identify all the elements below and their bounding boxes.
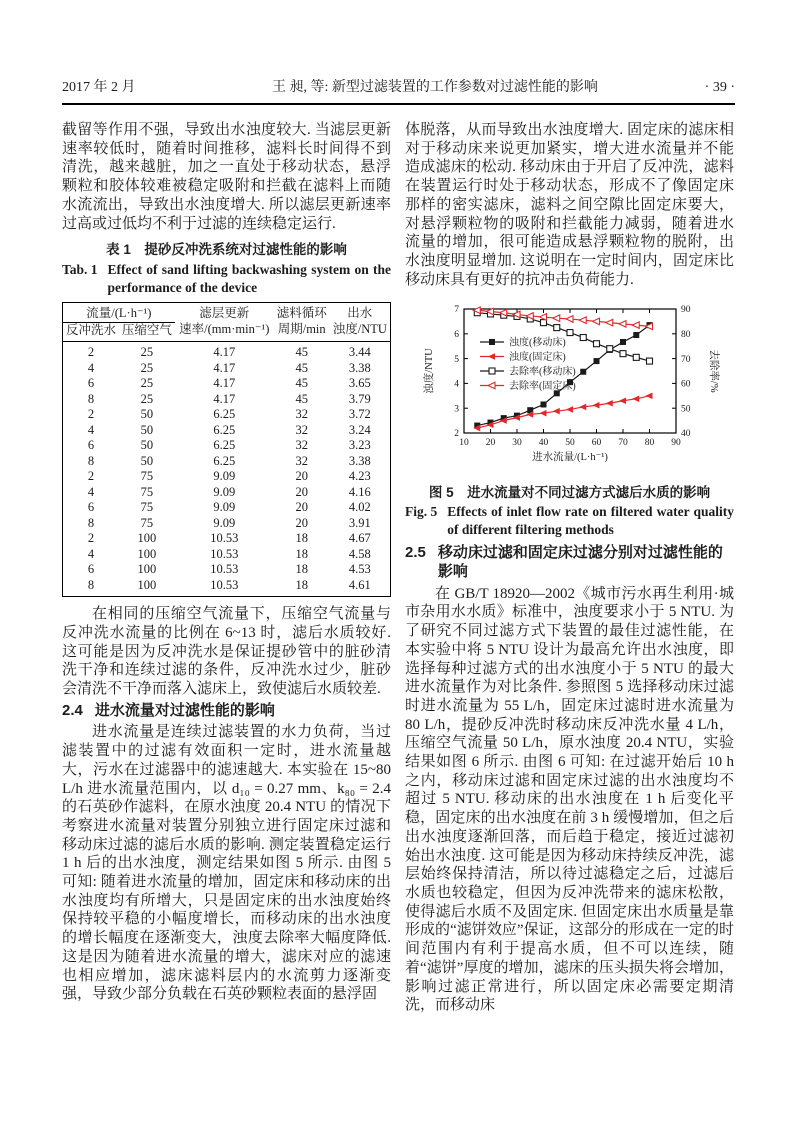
table-cell: 4.02 [348, 500, 371, 515]
table-cell: 9.09 [213, 515, 236, 530]
table-cell: 4.23 [348, 469, 371, 484]
table-cell: 20 [295, 500, 308, 515]
section-2-4-title: 进水流量对过滤性能的影响 [94, 701, 275, 719]
table-cell: 10.53 [210, 577, 239, 592]
x-tick-label: 10 [458, 438, 469, 449]
series-marker [619, 398, 626, 405]
legend-label: 浊度(固定床) [508, 352, 566, 364]
series-marker [593, 358, 599, 364]
table1-colgroup-flow: 流量/(L·h⁻¹) [63, 303, 175, 323]
table-row [63, 407, 391, 423]
table1-col-outlet-turbidity: 浊度/NTU [330, 322, 391, 342]
table-cell: 3.91 [348, 515, 371, 530]
table-cell: 100 [137, 531, 157, 546]
table-cell: 6.25 [213, 453, 236, 468]
table-row [63, 438, 391, 454]
y-axis-label-left: 浊度/NTU [423, 348, 435, 395]
table-cell: 9.09 [213, 500, 236, 515]
table-cell: 10.53 [210, 531, 239, 546]
x-tick-label: 40 [538, 438, 548, 449]
table-cell: 3.23 [348, 438, 371, 453]
figure5-chart [420, 299, 720, 475]
table-cell: 50 [140, 453, 154, 468]
table-row [63, 485, 391, 501]
table1-body [63, 342, 391, 597]
series-marker [580, 369, 586, 375]
x-axis-label: 进水流量/(L·h⁻¹) [531, 452, 608, 464]
table-cell: 20 [295, 484, 308, 499]
table-row [63, 454, 391, 470]
table-cell: 45 [295, 391, 308, 406]
series-marker [552, 408, 559, 415]
table-cell: 32 [295, 438, 308, 453]
section-heading-2-4 [62, 702, 391, 721]
y-tick-label-left: 6 [453, 330, 459, 341]
series-marker [552, 315, 559, 322]
table-cell: 100 [137, 546, 157, 561]
table-cell: 4 [87, 422, 95, 437]
table1-caption-en-text: Effect of sand lifting backwashing system on the performance of the device [107, 262, 391, 295]
table-cell: 3.72 [348, 407, 371, 422]
series-marker [620, 339, 626, 345]
table-row [63, 547, 391, 563]
table-cell: 50 [140, 422, 154, 437]
table-cell: 18 [295, 546, 308, 561]
table-cell: 2 [87, 469, 95, 484]
legend-marker [488, 383, 495, 390]
table-cell: 18 [295, 577, 308, 592]
paragraph-continuation-left: 截留等作用不强，导致出水浊度较大. 当滤层更新速率较低时，随着时间推移，滤料长时间得不到清洗，越来越脏，加之一直处于移动状态，悬浮颗粒和胶体较难被稳定吸附和拦截在滤料上而随水流流出，导致出水浊度增大. 所以滤层更新速率过高或过低均不利于过滤的连续稳定运行. [62, 122, 391, 232]
section-2-5-title: 移动床过滤和固定床过滤分别对过滤性能的影响 [437, 544, 723, 581]
table-cell: 4.67 [348, 531, 371, 546]
series-marker [567, 330, 573, 336]
table-cell: 4 [87, 360, 95, 375]
y-tick-label-left: 3 [453, 404, 459, 415]
table-cell: 4.17 [213, 345, 236, 360]
series-marker [539, 410, 546, 417]
series-marker [553, 325, 559, 331]
table-cell: 3.65 [348, 376, 371, 391]
series-marker [566, 406, 573, 413]
table-cell: 4.61 [348, 577, 371, 592]
figure5-caption-en-prefix: Fig. 5 [405, 504, 438, 520]
series-marker [633, 332, 639, 338]
series-marker [632, 396, 639, 403]
series-marker [645, 393, 652, 400]
table-cell: 100 [137, 562, 157, 577]
y-tick-label-right: 60 [680, 379, 690, 390]
table-cell: 32 [295, 422, 308, 437]
table-cell: 3.44 [348, 345, 371, 360]
series-marker [579, 317, 586, 324]
table-cell: 9.09 [213, 469, 236, 484]
table-cell: 8 [87, 453, 95, 468]
legend-marker [489, 368, 495, 374]
table-cell: 2 [87, 345, 95, 360]
section-heading-2-5 [405, 544, 734, 581]
table1-caption-cn: 表 1 提砂反冲洗系统对过滤性能的影响 [106, 242, 347, 258]
figure5-caption-en-text: Effects of inlet flow rate on filtered water quality of different filtering methods [447, 504, 734, 537]
table-cell: 8 [87, 391, 95, 406]
table-cell: 6 [87, 376, 95, 391]
header-date: 2017 年 2 月 [62, 80, 136, 95]
series-marker [605, 320, 612, 327]
figure5-caption-cn: 图 5 进水流量对不同过滤方式滤后水质的影响 [428, 485, 711, 501]
series-marker [620, 351, 626, 357]
table1 [62, 302, 391, 597]
table-cell: 6 [87, 438, 95, 453]
series-marker [619, 321, 626, 328]
table-cell: 6.25 [213, 438, 236, 453]
paragraph-continuation-right: 体脱落，从而导致出水浊度增大. 固定床的滤床相对于移动床来说更加紧实，增大进水流量并不能造成滤床的松动. 移动床由于开启了反冲洗，滤料在装置运行时处于移动状态，形成不了像固定床那样的密实滤床，滤料之间空隙比固定床要大，对悬浮颗粒物的吸附和拦截能力减弱，随着进水流量的增加，很可能造成悬浮颗粒物的脱附，出水浊度明显增加. 这说明在一定时间内，固定床比移动床具有更好的抗冲击负荷能力. [405, 122, 734, 288]
header-running-title: 王 昶, 等: 新型过滤装置的工作参数对过滤性能的影响 [272, 80, 598, 95]
table-row [63, 342, 391, 361]
table-cell: 45 [295, 360, 308, 375]
legend-marker [488, 354, 495, 361]
table1-caption-en [62, 261, 391, 296]
table-row [63, 423, 391, 439]
table-row [63, 376, 391, 392]
table-cell: 75 [140, 469, 154, 484]
paragraph-after-table: 在相同的压缩空气流量下，压缩空气流量与反冲洗水流量的比例在 6~13 时，滤后水质较好. 这可能是因为反冲洗水是保证提砂管中的脏砂清洗干净和连续过滤的条件，反冲洗水过少，脏砂会清洗不干净而落入滤床上，致使滤后水质较差. [62, 606, 391, 698]
y-tick-label-left: 4 [453, 379, 459, 390]
figure5-caption-en [405, 503, 734, 538]
y-tick-label-left: 7 [453, 305, 459, 316]
page-header [62, 78, 735, 105]
table-cell: 4.53 [348, 562, 371, 577]
table-cell: 50 [140, 438, 154, 453]
table-cell: 3.38 [348, 360, 371, 375]
legend-label: 去除率(固定床) [508, 381, 576, 393]
section-2-4-number: 2.4 [62, 701, 83, 719]
header-page-number: · 39 · [704, 80, 735, 95]
table-cell: 20 [295, 515, 308, 530]
series-marker [592, 318, 599, 325]
table-cell: 4.58 [348, 546, 371, 561]
table-cell: 6 [87, 500, 95, 515]
table-row [63, 562, 391, 578]
table-cell: 6 [87, 562, 95, 577]
table-cell: 100 [137, 577, 157, 592]
table-cell: 6.25 [213, 407, 236, 422]
table1-colgroup-layer-update: 滤层更新 [199, 306, 250, 321]
y-tick-label-right: 80 [680, 330, 690, 341]
table-cell: 10.53 [210, 562, 239, 577]
table-cell: 75 [140, 515, 154, 530]
table-cell: 25 [140, 345, 154, 360]
series-marker [646, 358, 652, 364]
series-marker [566, 316, 573, 323]
x-tick-label: 20 [485, 438, 495, 449]
table-cell: 2 [87, 531, 95, 546]
table1-col-update-rate: 速率/(mm·min⁻¹) [175, 322, 274, 342]
table-cell: 32 [295, 407, 308, 422]
table-cell: 50 [140, 407, 154, 422]
legend-label: 浊度(移动床) [508, 337, 566, 349]
y-tick-label-right: 70 [680, 355, 690, 366]
table-cell: 4 [87, 546, 95, 561]
table-cell: 2 [87, 407, 95, 422]
y-tick-label-right: 40 [680, 429, 690, 440]
series-marker [540, 402, 546, 408]
table1-col-backwash-water: 反冲洗水 [63, 322, 119, 342]
table-cell: 75 [140, 500, 154, 515]
series-marker [580, 335, 586, 341]
table-cell: 18 [295, 531, 308, 546]
table-cell: 4 [87, 484, 95, 499]
table-cell: 6.25 [213, 422, 236, 437]
table-row [63, 392, 391, 408]
table-row [63, 500, 391, 516]
y-axis-label-right: 去除率/% [707, 349, 719, 393]
table-cell: 32 [295, 453, 308, 468]
legend-marker [489, 339, 495, 345]
two-column-layout [62, 121, 735, 1015]
series-marker [592, 402, 599, 409]
paragraph-section-2-5: 在 GB/T 18920—2002《城市污水再生利用·城市杂用水水质》标准中，浊度要求小于 5 NTU. 为了研究不同过滤方式下装置的最佳过滤性能，在本实验中将 5 NTU 设计为最高允许出水浊度，即选择每种过滤方式的出水浊度小于 5 NTU 的最大进水流量作为对比条件. 参照图 5 选择移动床过滤时进水流量为 55 L/h，固定床过滤时进水流量为 80 L/h，提砂反冲洗时移动床反冲洗水量 4 L/h，压缩空气流量 50 L/h，原水浊度 20.4 NTU，实验结果如图 6 所示. 由图 6 可知: 在过滤开始后 10 h 之内，移动床过滤和固定床过滤的出水浊度均不超过 5 NTU. 移动床的出水浊度在 1 h 后变化平稳，固定床的出水浊度在前 3 h 缓慢增加，但之后出水浊度逐渐回落，而后趋于稳定，接近过滤初始出水浊度. 这可能是因为移动床持续反冲洗，滤层始终保持清洁，所以待过滤稳定之后，过滤后水质也较稳定，但因为反冲洗带来的滤床松散，使得滤后水质不及固定床. 但固定床出水质量是靠形成的“滤饼效应”保证，这部分的形成在一定的时间范围内有利于提高水质，但不可以连续，随着“滤饼”厚度的增加，滤床的压头损失将会增加，影响过滤正常进行，所以固定床必需要定期清洗，而移动床 [405, 585, 734, 1014]
table-row [63, 361, 391, 377]
table-cell: 3.79 [348, 391, 371, 406]
table-cell: 3.38 [348, 453, 371, 468]
table1-header [63, 303, 391, 342]
table-cell: 75 [140, 484, 154, 499]
table-row [63, 469, 391, 485]
series-marker [633, 355, 639, 361]
x-tick-label: 50 [564, 438, 575, 449]
table-cell: 20 [295, 469, 308, 484]
y-tick-label-left: 2 [453, 429, 459, 440]
table-cell: 4.17 [213, 376, 236, 391]
table-cell: 45 [295, 376, 308, 391]
series-marker [632, 322, 639, 329]
table-cell: 10.53 [210, 546, 239, 561]
table1-col-cycle-period: 周期/min [274, 322, 330, 342]
x-tick-label: 90 [670, 438, 681, 449]
left-column [62, 121, 391, 1015]
table-cell: 3.24 [348, 422, 371, 437]
right-column [405, 121, 734, 1015]
series-marker [605, 400, 612, 407]
y-tick-label-right: 90 [680, 305, 690, 316]
table-cell: 8 [87, 515, 95, 530]
series-marker [540, 320, 546, 326]
section-2-5-number: 2.5 [405, 544, 426, 562]
table1-caption-en-prefix: Tab. 1 [62, 262, 98, 278]
table-cell: 45 [295, 345, 308, 360]
table-cell: 25 [140, 360, 154, 375]
y-tick-label-right: 50 [680, 404, 690, 415]
x-tick-label: 30 [511, 438, 522, 449]
table-cell: 4.16 [348, 484, 371, 499]
x-tick-label: 70 [617, 438, 628, 449]
y-tick-label-left: 5 [453, 355, 459, 366]
x-tick-label: 80 [644, 438, 654, 449]
table-cell: 4.17 [213, 360, 236, 375]
table-cell: 4.17 [213, 391, 236, 406]
series-marker [606, 346, 612, 352]
paragraph-section-2-4: 进水流量是连续过滤装置的水力负荷，当过滤装置中的过滤有效面积一定时，进水流量越大，污水在过滤器中的滤速越大. 本实验在 15~80 L/h 进水流量范围内，以 d₁₀ = 0.27 mm、k₈₀ = 2.4 的石英砂作滤料，在原水浊度 20.4 NTU 的情况下考察进水流量对装置分别独立进行固定床过滤和移动床过滤的滤后水质的影响. 测定装置稳定运行 1 h 后的出水浊度，测定结果如图 5 所示. 由图 5 可知: 随着进水流量的增加，固定床和移动床的出水浊度均有所增大，只是固定床的出水浊度始终保持较平稳的小幅度增长，而移动床的出水浊度的增长幅度在逐渐变大，浊度去除率大幅度降低. 这是因为随着进水流量的增大，滤床对应的滤速也相应增加，滤床滤料层内的水流剪力逐渐变强，导致少部分负载在石英砂颗粒表面的悬浮固 [62, 724, 391, 1003]
series-marker [593, 341, 599, 347]
table1-col-compressed-air: 压缩空气 [119, 322, 175, 342]
table-row [63, 578, 391, 597]
series-marker [579, 404, 586, 411]
legend-label: 去除率(移动床) [508, 366, 576, 378]
table-cell: 25 [140, 376, 154, 391]
table-row [63, 531, 391, 547]
table-cell: 25 [140, 391, 154, 406]
table-cell: 18 [295, 562, 308, 577]
table1-colgroup-outlet: 出水 [347, 306, 373, 321]
x-tick-label: 60 [591, 438, 601, 449]
table-cell: 9.09 [213, 484, 236, 499]
table1-colgroup-cycle: 滤料循环 [276, 306, 327, 321]
table-cell: 8 [87, 577, 95, 592]
table-row [63, 516, 391, 532]
figure5 [405, 299, 734, 480]
